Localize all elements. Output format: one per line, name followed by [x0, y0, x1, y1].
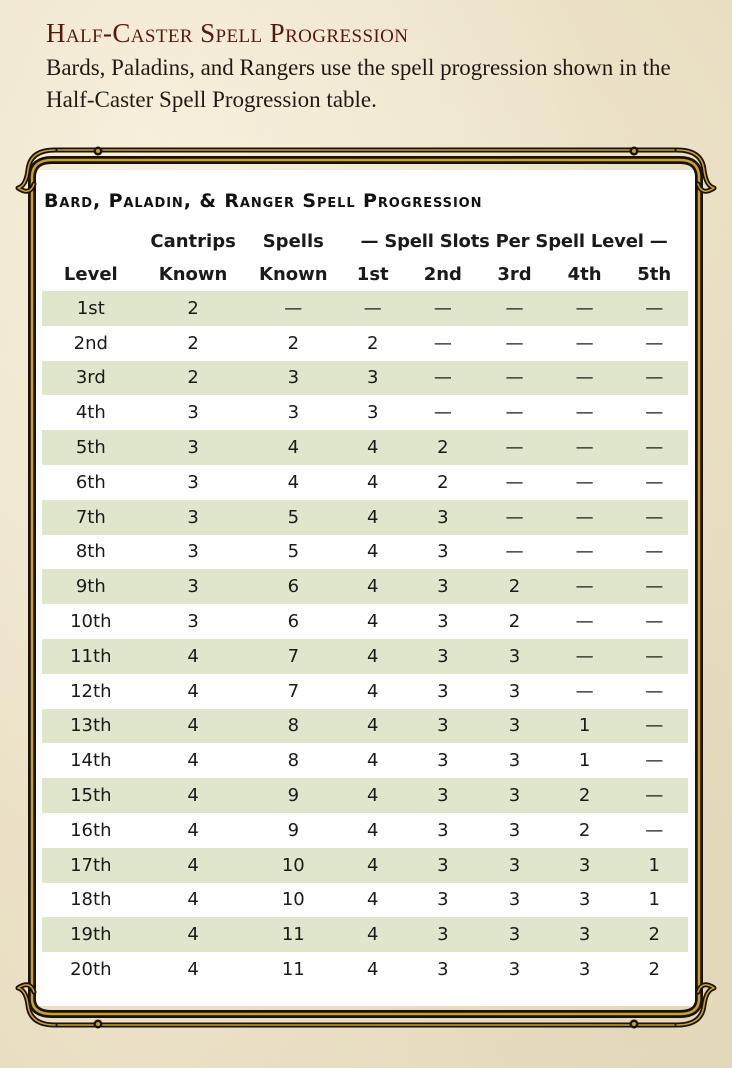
cell-slot-4th: — — [549, 430, 621, 465]
cell-cantrips-known: 2 — [140, 291, 247, 326]
cell-cantrips-known: 4 — [187, 750, 199, 772]
intro-paragraph: Bards, Paladins, and Rangers use the spell progression shown in the Half-Caster Spell Progression table. — [46, 55, 671, 112]
cell-level: 2nd — [73, 332, 108, 354]
cell-slot-1st: 4 — [367, 611, 379, 633]
cell-level: 7th — [42, 500, 140, 535]
cell-level: 6th — [75, 471, 106, 493]
header-spell-slots-group: — Spell Slots Per Spell Level — — [360, 231, 668, 252]
cell-slot-4th: — — [549, 361, 621, 396]
cell-cantrips-known: 2 — [140, 361, 247, 396]
cell-slot-1st: 2 — [367, 332, 379, 354]
cell-slot-1st: 4 — [367, 471, 379, 493]
cell-slot-3rd: — — [505, 402, 524, 424]
cell-slot-1st: 4 — [340, 569, 405, 604]
header-row-bottom — [42, 258, 688, 291]
cell-slot-4th: — — [549, 569, 621, 604]
cell-spells-known: 3 — [247, 361, 340, 396]
cell-slot-1st: 4 — [367, 819, 379, 841]
cell-slot-2nd: 3 — [437, 750, 449, 772]
cell-spells-known: 5 — [287, 541, 300, 563]
cell-level: 1st — [42, 291, 140, 326]
table-row — [42, 535, 688, 570]
cell-slot-3rd: 2 — [508, 611, 521, 633]
cell-spells-known: 10 — [247, 848, 340, 883]
cell-level: 17th — [42, 848, 140, 883]
cell-slot-4th: 1 — [578, 750, 591, 772]
cell-spells-known: 9 — [247, 778, 340, 813]
cell-cantrips-known: 4 — [187, 819, 199, 841]
table-row — [42, 465, 688, 500]
header-slot-3rd: 3rd — [497, 264, 532, 285]
cell-slot-4th: — — [575, 611, 594, 633]
cell-slot-3rd: — — [480, 291, 549, 326]
cell-slot-3rd: 3 — [508, 959, 521, 981]
cell-slot-4th: 3 — [578, 889, 591, 911]
cell-level: 13th — [42, 709, 140, 744]
cell-slot-3rd: 3 — [480, 917, 549, 952]
cell-slot-4th: 1 — [549, 709, 621, 744]
cell-cantrips-known: 4 — [140, 778, 247, 813]
cell-slot-2nd: 3 — [437, 819, 449, 841]
cell-cantrips-known: 3 — [140, 500, 247, 535]
header-row-top — [42, 225, 688, 258]
cell-slot-2nd: 3 — [437, 541, 449, 563]
header-cantrips-known: Known — [158, 264, 228, 285]
table-row — [42, 500, 688, 535]
cell-spells-known: 2 — [287, 332, 300, 354]
cell-slot-2nd: — — [433, 332, 452, 354]
cell-slot-5th: — — [620, 361, 688, 396]
table-row — [42, 778, 688, 813]
header-slot-1st: 1st — [356, 264, 389, 285]
header-spells-top: Spells — [262, 231, 324, 252]
cell-spells-known: 3 — [287, 402, 300, 424]
cell-slot-2nd: 3 — [437, 680, 449, 702]
cell-slot-4th: 3 — [578, 959, 591, 981]
cell-cantrips-known: 3 — [187, 402, 199, 424]
cell-cantrips-known: 4 — [140, 639, 247, 674]
cell-spells-known: 11 — [247, 917, 340, 952]
table-row — [42, 848, 688, 883]
cell-slot-5th: — — [645, 471, 664, 493]
cell-slot-4th: — — [575, 680, 594, 702]
cell-slot-1st: 4 — [340, 778, 405, 813]
header-slot-2nd: 2nd — [423, 264, 462, 285]
cell-slot-3rd: 3 — [508, 819, 521, 841]
cell-slot-1st: 3 — [367, 402, 379, 424]
cell-slot-1st: 4 — [367, 750, 379, 772]
cell-slot-5th: — — [620, 639, 688, 674]
cell-slot-5th: — — [645, 332, 664, 354]
cell-spells-known: 8 — [287, 750, 300, 772]
cell-spells-known: 6 — [287, 611, 300, 633]
cell-slot-4th: — — [549, 500, 621, 535]
cell-level: 3rd — [42, 361, 140, 396]
cell-slot-1st: 4 — [340, 639, 405, 674]
cell-spells-known: 5 — [247, 500, 340, 535]
cell-spells-known: 4 — [287, 471, 300, 493]
table-row — [42, 569, 688, 604]
cell-slot-4th: — — [575, 402, 594, 424]
cell-level: 10th — [70, 611, 112, 633]
cell-slot-3rd: — — [480, 361, 549, 396]
table-row — [42, 743, 688, 778]
header-slot-4th: 4th — [567, 264, 602, 285]
cell-level: 16th — [70, 819, 112, 841]
spell-progression-table — [42, 225, 688, 987]
cell-slot-2nd: 3 — [437, 611, 449, 633]
table-row — [42, 291, 688, 326]
cell-spells-known: 10 — [281, 889, 305, 911]
cell-level: 20th — [70, 959, 112, 981]
cell-slot-1st: 4 — [367, 680, 379, 702]
cell-slot-3rd: — — [505, 471, 524, 493]
cell-level: 18th — [70, 889, 112, 911]
cell-slot-1st: 3 — [340, 361, 405, 396]
cell-slot-5th: 2 — [648, 959, 660, 981]
cell-slot-5th: 2 — [620, 917, 688, 952]
cell-slot-4th: — — [575, 332, 594, 354]
cell-spells-known: 9 — [287, 819, 300, 841]
cell-slot-5th: — — [645, 611, 664, 633]
cell-level: 8th — [75, 541, 106, 563]
cell-slot-5th: — — [645, 680, 664, 702]
cell-slot-4th: 3 — [549, 917, 621, 952]
cell-slot-2nd: — — [433, 402, 452, 424]
cell-slot-1st: — — [340, 291, 405, 326]
cell-slot-3rd: — — [480, 430, 549, 465]
cell-cantrips-known: 3 — [140, 430, 247, 465]
table-row — [42, 917, 688, 952]
table-row — [42, 430, 688, 465]
cell-cantrips-known: 3 — [140, 569, 247, 604]
cell-slot-2nd: 3 — [405, 639, 480, 674]
cell-slot-3rd: 3 — [480, 848, 549, 883]
table-title: Bard, Paladin, & Ranger Spell Progression — [44, 190, 483, 212]
cell-slot-4th: — — [549, 639, 621, 674]
cell-slot-2nd: 3 — [405, 848, 480, 883]
cell-spells-known: 8 — [247, 709, 340, 744]
cell-slot-2nd: 3 — [405, 500, 480, 535]
cell-slot-3rd: 3 — [508, 750, 521, 772]
cell-level: 4th — [75, 402, 106, 424]
section-heading: Half-Caster Spell Progression — [46, 18, 409, 48]
cell-slot-2nd: 3 — [437, 889, 449, 911]
cell-spells-known: 4 — [247, 430, 340, 465]
table-row — [42, 813, 688, 848]
cell-slot-2nd: — — [405, 291, 480, 326]
cell-slot-3rd: 3 — [480, 639, 549, 674]
cell-spells-known: 11 — [281, 959, 305, 981]
header-level: Level — [63, 264, 118, 285]
cell-level: 12th — [70, 680, 112, 702]
cell-cantrips-known: 4 — [140, 848, 247, 883]
table-row — [42, 709, 688, 744]
cell-slot-5th: — — [620, 430, 688, 465]
cell-slot-2nd: 3 — [405, 778, 480, 813]
cell-slot-3rd: 3 — [480, 709, 549, 744]
table-row — [42, 604, 688, 639]
cell-slot-5th: — — [620, 500, 688, 535]
cell-cantrips-known: 4 — [187, 680, 199, 702]
cell-slot-1st: 4 — [340, 500, 405, 535]
table-row — [42, 883, 688, 918]
cell-level: 9th — [42, 569, 140, 604]
cell-slot-2nd: 3 — [405, 569, 480, 604]
table-header — [42, 225, 688, 291]
cell-slot-2nd: 2 — [405, 430, 480, 465]
cell-level: 15th — [42, 778, 140, 813]
cell-slot-2nd: 3 — [405, 917, 480, 952]
cell-slot-3rd: — — [505, 541, 524, 563]
table-row — [42, 395, 688, 430]
cell-slot-3rd: — — [505, 332, 524, 354]
table-row — [42, 639, 688, 674]
cell-slot-1st: 4 — [367, 541, 379, 563]
cell-slot-4th: 3 — [549, 848, 621, 883]
cell-spells-known: 6 — [247, 569, 340, 604]
cell-slot-5th: 1 — [648, 889, 660, 911]
cell-slot-3rd: — — [480, 500, 549, 535]
cell-spells-known: — — [247, 291, 340, 326]
cell-cantrips-known: 2 — [187, 332, 199, 354]
cell-level: 11th — [42, 639, 140, 674]
cell-slot-5th: — — [645, 819, 664, 841]
cell-slot-3rd: 3 — [508, 680, 521, 702]
cell-slot-5th: — — [645, 541, 664, 563]
cell-slot-5th: — — [645, 402, 664, 424]
cell-slot-5th: — — [620, 709, 688, 744]
cell-level: 19th — [42, 917, 140, 952]
table-row — [42, 952, 688, 987]
cell-slot-1st: 4 — [340, 709, 405, 744]
cell-cantrips-known: 3 — [187, 471, 199, 493]
table-row — [42, 361, 688, 396]
cell-slot-5th: — — [645, 750, 664, 772]
cell-cantrips-known: 3 — [187, 611, 199, 633]
cell-slot-2nd: 2 — [437, 471, 449, 493]
cell-slot-1st: 4 — [367, 889, 379, 911]
header-slot-5th: 5th — [637, 264, 672, 285]
table-row — [42, 326, 688, 361]
cell-slot-4th: — — [575, 541, 594, 563]
cell-cantrips-known: 4 — [187, 959, 199, 981]
header-blank — [42, 225, 140, 258]
cell-cantrips-known: 4 — [140, 917, 247, 952]
cell-spells-known: 7 — [247, 639, 340, 674]
cell-cantrips-known: 4 — [140, 709, 247, 744]
header-spells-known: Known — [259, 264, 328, 285]
cell-slot-3rd: 2 — [480, 569, 549, 604]
cell-slot-1st: 4 — [340, 430, 405, 465]
cell-slot-5th: 1 — [620, 848, 688, 883]
cell-slot-5th: — — [620, 569, 688, 604]
cell-slot-1st: 4 — [367, 959, 379, 981]
cell-level: 5th — [42, 430, 140, 465]
cell-cantrips-known: 4 — [187, 889, 199, 911]
cell-level: 14th — [70, 750, 112, 772]
cell-slot-5th: — — [620, 778, 688, 813]
cell-slot-3rd: 3 — [508, 889, 521, 911]
cell-slot-5th: — — [620, 291, 688, 326]
cell-slot-4th: 2 — [549, 778, 621, 813]
cell-slot-1st: 4 — [340, 917, 405, 952]
header-cantrips-top: Cantrips — [150, 231, 236, 252]
cell-slot-4th: 2 — [578, 819, 591, 841]
table-body — [42, 291, 688, 987]
cell-cantrips-known: 3 — [187, 541, 199, 563]
cell-slot-2nd: — — [405, 361, 480, 396]
cell-slot-3rd: 3 — [480, 778, 549, 813]
table-row — [42, 674, 688, 709]
cell-slot-2nd: 3 — [437, 959, 449, 981]
cell-slot-2nd: 3 — [405, 709, 480, 744]
cell-spells-known: 7 — [287, 680, 300, 702]
cell-slot-1st: 4 — [340, 848, 405, 883]
cell-slot-4th: — — [549, 291, 621, 326]
cell-slot-4th: — — [575, 471, 594, 493]
